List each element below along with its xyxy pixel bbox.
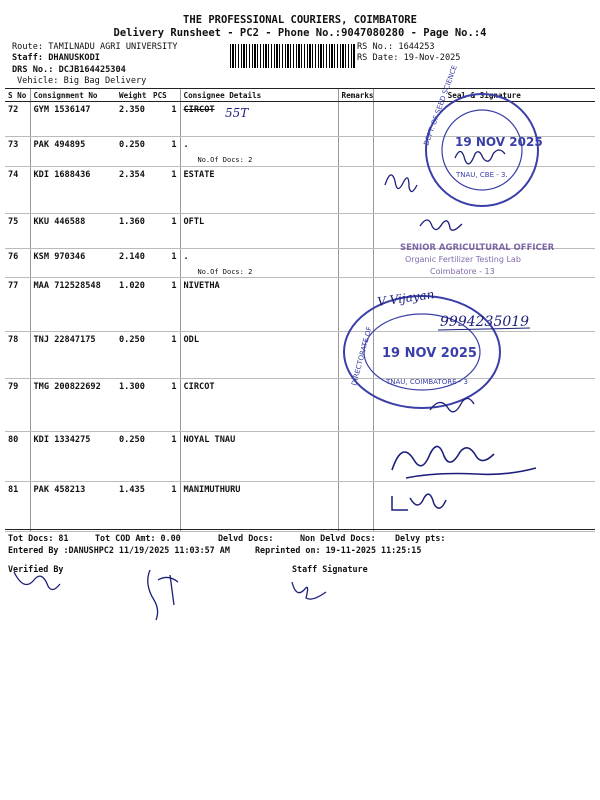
stamp-place: TNAU, CBE - 3. <box>456 171 508 179</box>
stamp-date-1: 19 NOV 2025 <box>455 135 543 149</box>
officer-line3: Coimbatore - 13 <box>430 267 495 276</box>
table-row <box>5 249 595 278</box>
cell-pcs: 1 <box>150 214 180 249</box>
cell-weight: 0.250 <box>116 332 150 379</box>
cell-consignee: OFTL <box>180 214 338 249</box>
cell-consignment: KDI 1688436 <box>30 167 116 214</box>
delivery-points: Delvy pts: <box>395 533 446 543</box>
cell-remarks <box>338 278 373 332</box>
table-row <box>5 432 595 482</box>
cell-seal <box>373 432 595 482</box>
cell-consignment: MAA 712528548 <box>30 278 116 332</box>
col-consignee: Consignee Details <box>180 89 338 102</box>
staff-signature-label: Staff Signature <box>292 564 368 574</box>
officer-line2: Organic Fertilizer Testing Lab <box>405 255 521 264</box>
cell-pcs: 1 <box>150 102 180 137</box>
stamp-dept: DEPT. OF SEED SCIENCE <box>422 64 459 147</box>
stamp-tnau: TNAU, COIMBATORE - 3 <box>386 378 468 386</box>
verified-signature <box>14 572 60 590</box>
cell-remarks <box>338 167 373 214</box>
cell-remarks <box>338 432 373 482</box>
stamp-directorate: DIRECTORATE OF <box>350 325 374 387</box>
drs-number: DRS No.: DCJB164425304 <box>12 65 126 75</box>
note-phone: 9994235019 <box>440 314 530 330</box>
table-row <box>5 482 595 532</box>
table-row <box>5 278 595 332</box>
vehicle-label: Vehicle: Big Bag Delivery <box>17 76 147 86</box>
staff-label: Staff: DHANUSKODI <box>12 53 100 63</box>
cell-consignment: KSM 970346 <box>30 249 116 278</box>
cell-pcs: 1 <box>150 332 180 379</box>
cell-consignee <box>180 249 338 278</box>
note-name: V Vijayan <box>376 287 436 309</box>
non-delivered-docs: Non Delvd Docs: <box>300 533 376 543</box>
cell-consignee: NIVETHA <box>180 278 338 332</box>
cell-weight: 1.300 <box>116 379 150 432</box>
cell-weight: 1.435 <box>116 482 150 532</box>
cell-remarks <box>338 482 373 532</box>
cell-pcs: 1 <box>150 167 180 214</box>
entered-by: Entered By :DANUSHPC2 11/19/2025 11:03:57 AM <box>8 545 230 555</box>
cell-consignment: GYM 1536147 <box>30 102 116 137</box>
entered-signature <box>148 570 178 620</box>
total-cod: Tot COD Amt: 0.00 <box>95 533 181 543</box>
col-weight: Weight <box>116 89 150 102</box>
cell-sno: 77 <box>5 278 30 332</box>
totals-divider <box>5 529 595 530</box>
col-consignment: Consignment No <box>30 89 116 102</box>
staff-signature <box>292 582 326 599</box>
cell-sno: 76 <box>5 249 30 278</box>
col-sno: S No <box>5 89 30 102</box>
verified-by-label: Verified By <box>8 564 64 574</box>
rs-number: RS No.: 1644253 <box>357 42 435 52</box>
cell-remarks <box>338 379 373 432</box>
company-title: THE PROFESSIONAL COURIERS, COIMBATORE <box>183 14 417 26</box>
route-label: Route: TAMILNADU AGRI UNIVERSITY <box>12 42 178 52</box>
table-header <box>5 89 595 102</box>
table-row <box>5 167 595 214</box>
cell-weight: 2.140 <box>116 249 150 278</box>
delivered-docs: Delvd Docs: <box>218 533 274 543</box>
cell-remarks <box>338 137 373 167</box>
cell-consignee: ESTATE <box>180 167 338 214</box>
col-seal: Seal & Signature <box>373 89 595 102</box>
cell-seal <box>373 137 595 167</box>
cell-consignee <box>180 137 338 167</box>
cell-pcs: 1 <box>150 432 180 482</box>
table-row <box>5 332 595 379</box>
cell-pcs: 1 <box>150 379 180 432</box>
docs-count: No.Of Docs: 2 <box>197 268 253 276</box>
cell-seal <box>373 482 595 532</box>
table-row <box>5 102 595 137</box>
cell-sno: 72 <box>5 102 30 137</box>
cell-consignee: NOYAL TNAU <box>180 432 338 482</box>
cell-remarks <box>338 214 373 249</box>
cell-consignee: MANIMUTHURU <box>180 482 338 532</box>
cell-pcs: 1 <box>150 137 180 167</box>
cell-remarks <box>338 249 373 278</box>
cell-weight: 2.350 <box>116 102 150 137</box>
cell-sno: 81 <box>5 482 30 532</box>
cell-weight: 1.360 <box>116 214 150 249</box>
cell-weight: 0.250 <box>116 432 150 482</box>
barcode <box>230 44 355 68</box>
consignee-name: . <box>183 252 189 262</box>
cell-weight: 0.250 <box>116 137 150 167</box>
cell-pcs: 1 <box>150 249 180 278</box>
cell-weight: 2.354 <box>116 167 150 214</box>
rs-date: RS Date: 19-Nov-2025 <box>357 53 461 63</box>
cell-seal <box>373 379 595 432</box>
cell-sno: 74 <box>5 167 30 214</box>
runsheet-table <box>5 88 595 532</box>
officer-line1: SENIOR AGRICULTURAL OFFICER <box>400 243 555 253</box>
cell-remarks <box>338 332 373 379</box>
cell-consignment: KKU 446588 <box>30 214 116 249</box>
consignee-name: . <box>183 140 189 150</box>
cell-seal <box>373 332 595 379</box>
cell-consignment: PAK 494895 <box>30 137 116 167</box>
total-docs: Tot Docs: 81 <box>8 533 69 543</box>
cell-consignment: PAK 458213 <box>30 482 116 532</box>
cell-pcs: 1 <box>150 482 180 532</box>
consignee-name: CIRCOT <box>183 105 215 115</box>
table-row <box>5 379 595 432</box>
cell-seal <box>373 214 595 249</box>
cell-consignment: TNJ 22847175 <box>30 332 116 379</box>
runsheet-subtitle: Delivery Runsheet - PC2 - Phone No.:9047080280 - Page No.:4 <box>113 27 487 39</box>
cell-pcs: 1 <box>150 278 180 332</box>
cell-seal <box>373 249 595 278</box>
cell-seal <box>373 102 595 137</box>
cell-seal <box>373 278 595 332</box>
cell-sno: 75 <box>5 214 30 249</box>
cell-consignment: TMG 200822692 <box>30 379 116 432</box>
cell-sno: 79 <box>5 379 30 432</box>
col-remarks: Remarks <box>338 89 373 102</box>
cell-consignee <box>180 102 338 137</box>
cell-sno: 80 <box>5 432 30 482</box>
cell-consignment: KDI 1334275 <box>30 432 116 482</box>
cell-sno: 73 <box>5 137 30 167</box>
docs-count: No.Of Docs: 2 <box>197 156 253 164</box>
cell-consignee: ODL <box>180 332 338 379</box>
note-55t: 55T <box>225 106 249 120</box>
cell-remarks <box>338 102 373 137</box>
stamp-date-2: 19 NOV 2025 <box>382 346 477 361</box>
col-pcs: PCS <box>150 89 180 102</box>
cell-sno: 78 <box>5 332 30 379</box>
cell-seal <box>373 167 595 214</box>
cell-consignee: CIRCOT <box>180 379 338 432</box>
table-row <box>5 137 595 167</box>
reprinted-on: Reprinted on: 19-11-2025 11:25:15 <box>255 545 422 555</box>
table-row <box>5 214 595 249</box>
cell-weight: 1.020 <box>116 278 150 332</box>
